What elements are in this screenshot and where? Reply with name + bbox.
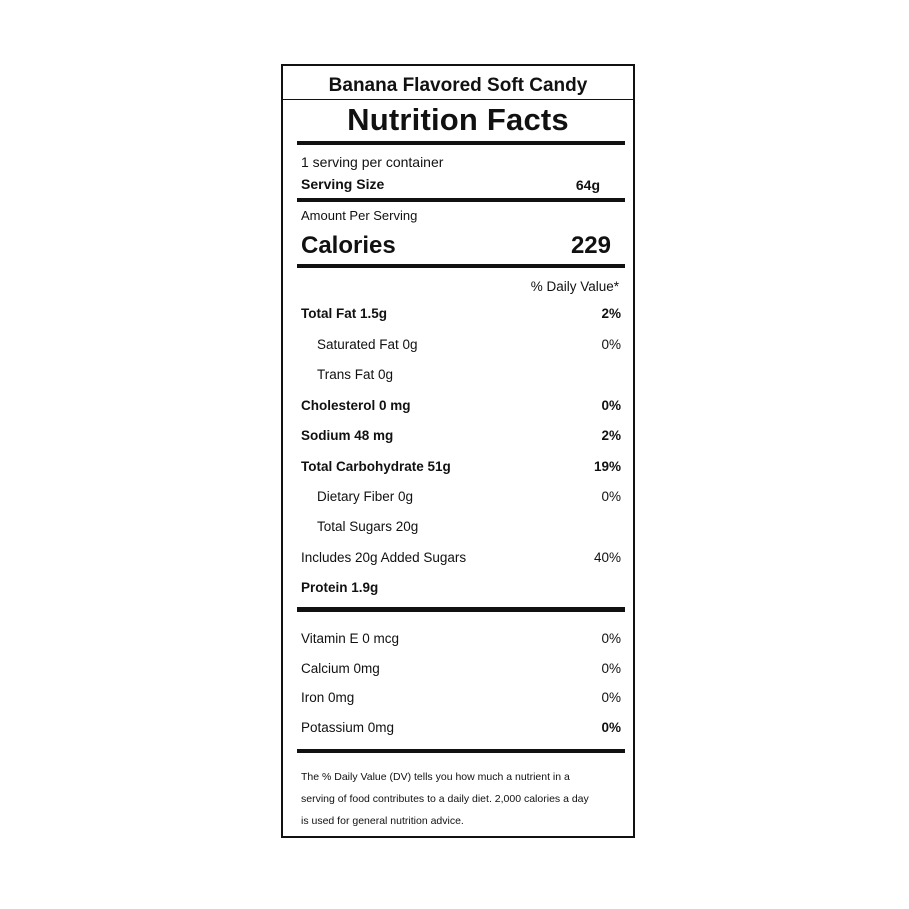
vitamin-name: Iron 0mg: [301, 690, 355, 705]
vitamin-dv: 0%: [601, 690, 621, 705]
divider-thick: [297, 607, 625, 612]
nutrition-label: [281, 64, 635, 838]
calories-label: Calories: [301, 232, 396, 259]
nutrient-name: Protein 1.9g: [301, 580, 379, 595]
footnote-line: serving of food contributes to a daily diet. 2,000 calories a day: [301, 793, 589, 805]
nutrient-name: Saturated Fat 0g: [317, 337, 418, 352]
nutrient-dv: 0%: [601, 337, 621, 352]
nutrient-dv: 19%: [593, 459, 621, 474]
vitamin-row: [301, 661, 623, 679]
nutrient-row: [301, 337, 623, 355]
nutrient-name: Total Sugars 20g: [317, 519, 419, 534]
nutrient-dv: 2%: [601, 306, 621, 321]
nutrient-row: [301, 550, 623, 568]
vitamin-row: [301, 720, 623, 738]
serving-size-label: Serving Size: [301, 176, 385, 192]
footnote-line: The % Daily Value (DV) tells you how much a nutrient in a: [301, 771, 570, 783]
divider-thick: [297, 141, 625, 145]
nutrient-row: [301, 306, 623, 324]
nutrient-dv: 0%: [601, 489, 621, 504]
amount-per-serving: Amount Per Serving: [301, 208, 418, 223]
vitamin-dv: 0%: [601, 720, 621, 735]
nutrient-name: Total Carbohydrate 51g: [301, 459, 451, 474]
nutrient-row: [301, 428, 623, 446]
vitamin-name: Vitamin E 0 mcg: [301, 631, 400, 646]
footnote-line: is used for general nutrition advice.: [301, 815, 464, 827]
nutrient-row: [301, 580, 623, 598]
divider-thick: [297, 198, 625, 202]
nutrient-row: [301, 519, 623, 537]
nutrient-row: [301, 367, 623, 385]
nutrient-dv: 40%: [593, 550, 621, 565]
nutrient-row: [301, 489, 623, 507]
nutrient-name: Includes 20g Added Sugars: [301, 550, 467, 565]
nutrient-name: Dietary Fiber 0g: [317, 489, 414, 504]
vitamin-dv: 0%: [601, 631, 621, 646]
nutrient-dv: 2%: [601, 428, 621, 443]
nutrient-name: Total Fat 1.5g: [301, 306, 388, 321]
nutrient-row: [301, 459, 623, 477]
nutrient-name: Trans Fat 0g: [317, 367, 394, 382]
vitamin-name: Potassium 0mg: [301, 720, 395, 735]
vitamin-row: [301, 690, 623, 708]
nutrient-row: [301, 398, 623, 416]
nutrient-name: Sodium 48 mg: [301, 428, 394, 443]
nutrient-dv: 0%: [601, 398, 621, 413]
serving-size-value: 64g: [575, 177, 600, 193]
nutrient-name: Cholesterol 0 mg: [301, 398, 411, 413]
vitamin-name: Calcium 0mg: [301, 661, 380, 676]
nutrition-facts-title: Nutrition Facts: [347, 102, 569, 137]
vitamin-row: [301, 631, 623, 649]
divider-thick: [297, 749, 625, 753]
divider-thin: [283, 99, 633, 100]
calories-value: 229: [570, 232, 611, 259]
vitamin-dv: 0%: [601, 661, 621, 676]
footnote: [301, 766, 619, 832]
product-name: Banana Flavored Soft Candy: [328, 75, 588, 96]
daily-value-header: % Daily Value*: [530, 279, 619, 294]
divider-thick: [297, 264, 625, 268]
servings-per-container: 1 serving per container: [301, 154, 444, 170]
